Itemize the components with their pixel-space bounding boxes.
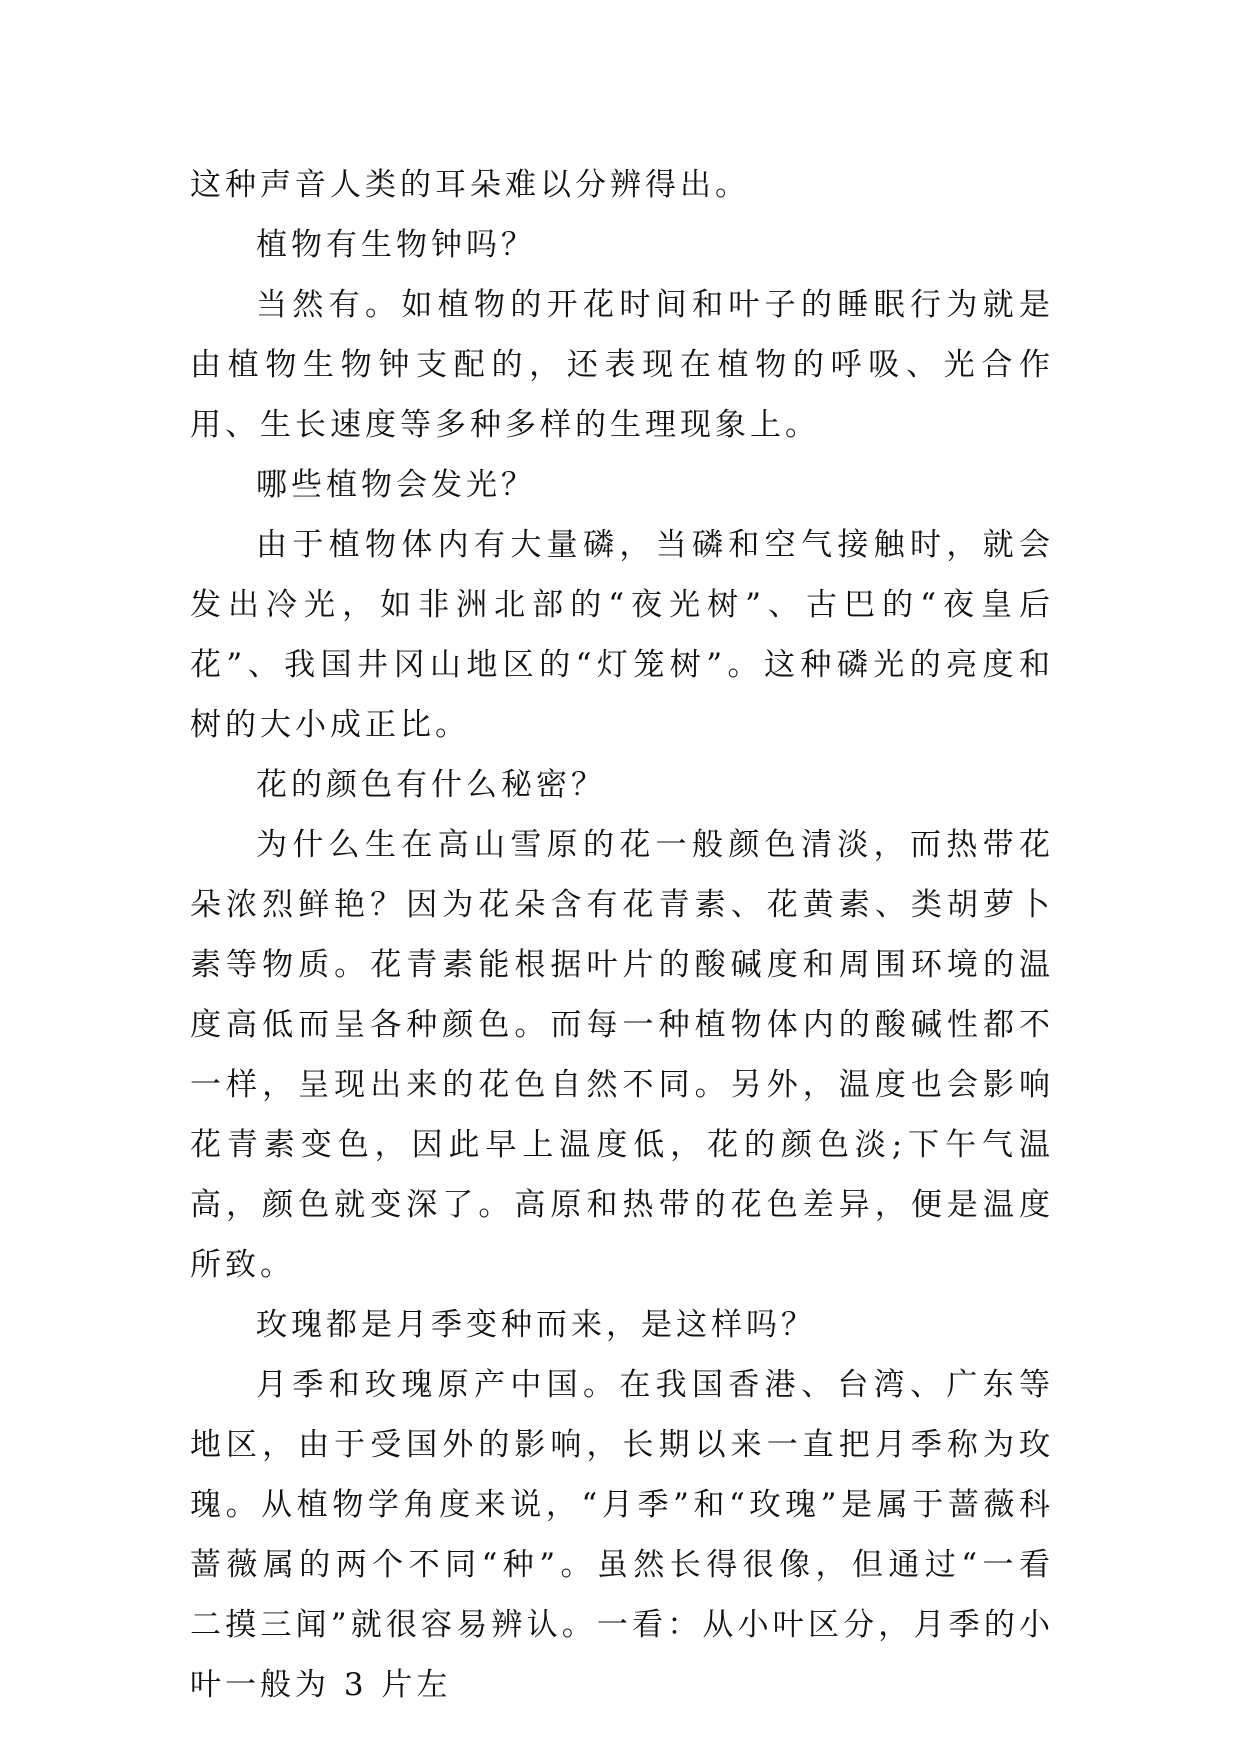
question-heading-flower-color: 花的颜色有什么秘密？	[256, 767, 606, 803]
answer-rose-origin: 月季和玫瑰原产中国。在我国香港、台湾、广东等地区，由于受国外的影响，长期以来一直把月季称为玫瑰。从植物学角度来说，“月季”和“玫瑰”是属于蔷薇科蔷薇属的两个不同“种”。虽然长得很像，但通过“一看二摸三闻”就很容易辨认。一看：从小叶区分，月季的小叶一般为 3 片左	[190, 1367, 1054, 1703]
answer-flower-color: 为什么生在高山雪原的花一般颜色清淡，而热带花朵浓烈鲜艳？因为花朵含有花青素、花黄素、类胡萝卜素等物质。花青素能根据叶片的酸碱度和周围环境的温度高低而呈各种颜色。而每一种植物体内的酸碱性都不一样，呈现出来的花色自然不同。另外，温度也会影响花青素变色，因此早上温度低，花的颜色淡;下午气温高，颜色就变深了。高原和热带的花色差异，便是温度所致。	[190, 827, 1054, 1283]
paragraph-continuation: 这种声音人类的耳朵难以分辨得出。	[190, 167, 750, 203]
answer-glowing-plants: 由于植物体内有大量磷，当磷和空气接触时，就会发出冷光，如非洲北部的“夜光树”、古巴的“夜皇后花”、我国井冈山地区的“灯笼树”。这种磷光的亮度和树的大小成正比。	[190, 527, 1054, 743]
question-heading-rose-origin: 玫瑰都是月季变种而来，是这样吗？	[256, 1307, 816, 1343]
answer-biological-clock: 当然有。如植物的开花时间和叶子的睡眠行为就是由植物生物钟支配的，还表现在植物的呼吸、光合作用、生长速度等多种多样的生理现象上。	[190, 287, 1054, 443]
document-body	[190, 155, 1054, 1715]
question-heading-glowing-plants: 哪些植物会发光？	[256, 467, 536, 503]
question-heading-biological-clock: 植物有生物钟吗？	[256, 227, 536, 263]
